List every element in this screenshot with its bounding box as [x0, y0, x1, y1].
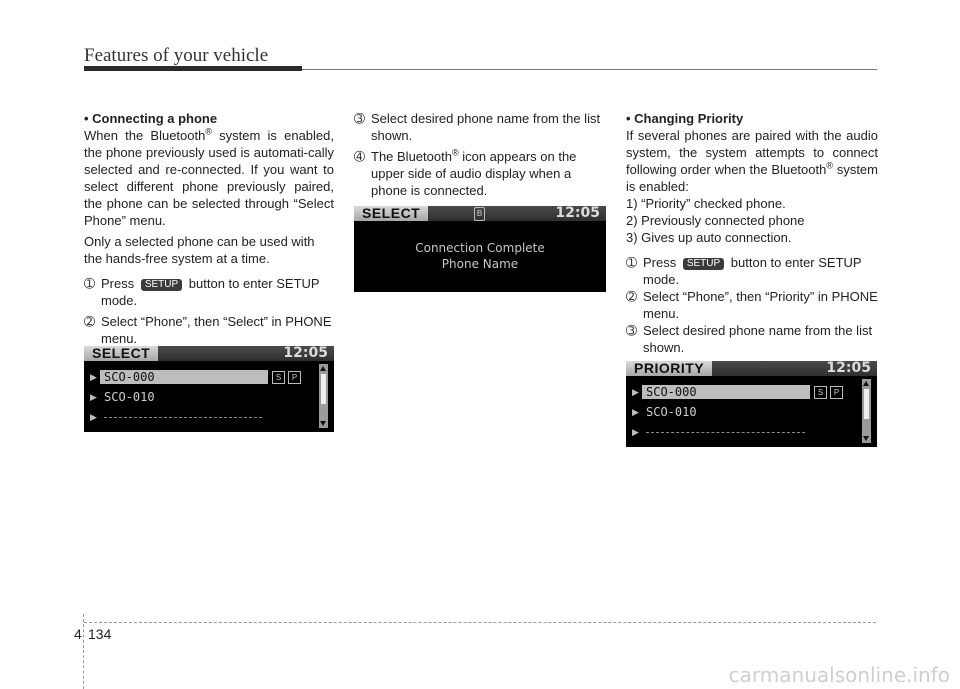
text-segment: system is enabled, the phone previously used is automati-cally selected and re-connected. If you want to select different phone previously paired, the phone can be selected through “Select Phone” menu. — [84, 128, 334, 228]
screen-clock: 12:05 — [826, 361, 871, 376]
step-number: ➂ — [626, 323, 637, 338]
text-segment: Select desired phone name from the list shown. — [371, 111, 601, 143]
scroll-down-icon — [320, 421, 326, 426]
step-2 — [626, 288, 878, 322]
step-number: ➁ — [626, 289, 637, 304]
scrollbar — [862, 379, 871, 443]
triangle-right-icon: ▶ — [90, 392, 97, 402]
triangle-right-icon: ▶ — [632, 427, 639, 437]
triangle-right-icon: ▶ — [90, 412, 97, 422]
text-segment: Press — [643, 255, 680, 270]
step-3 — [626, 322, 878, 356]
empty-slot-line — [646, 432, 805, 433]
step-number: ➁ — [84, 314, 95, 329]
phone-name: SCO-000 — [100, 370, 268, 384]
phone-list — [90, 368, 326, 428]
step-number: ➀ — [626, 255, 637, 270]
triangle-right-icon: ▶ — [90, 372, 97, 382]
step-1 — [84, 275, 334, 309]
screen-clock: 12:05 — [283, 346, 328, 361]
text-segment: icon appears on the upper side of audio display when a phone is connected. — [371, 149, 577, 198]
s-tag-icon: S — [814, 386, 827, 399]
text-segment: Select “Phone”, then “Select” in PHONE menu. — [101, 314, 332, 346]
section-heading-priority: • Changing Priority — [626, 111, 744, 126]
list-item-empty — [90, 408, 326, 428]
registered-mark: ® — [205, 126, 212, 137]
spacer — [84, 267, 334, 275]
header-rule-thick — [84, 66, 302, 71]
scroll-thumb — [864, 389, 869, 419]
text-segment: Select “Phone”, then “Priority” in PHONE menu. — [643, 289, 878, 321]
paragraph-connecting-intro — [84, 127, 334, 229]
p-tag-icon: P — [830, 386, 843, 399]
text-segment: If several phones are paired with the audio system, the system attempts to connect following order when the Bluetooth — [626, 128, 878, 177]
setup-button-badge: SETUP — [683, 258, 724, 270]
column-changing-priority — [626, 110, 878, 356]
empty-slot-line — [104, 417, 262, 418]
section-heading-connecting: • Connecting a phone — [84, 111, 218, 126]
scroll-up-icon — [863, 381, 869, 386]
scroll-up-icon — [320, 366, 326, 371]
text-segment: Press — [101, 276, 138, 291]
s-tag-icon: S — [272, 371, 285, 384]
step-4 — [354, 148, 606, 199]
header-rule-thin — [302, 69, 877, 70]
connection-message — [354, 240, 606, 272]
list-item — [632, 403, 869, 423]
list-item-empty — [632, 423, 869, 443]
registered-mark: ® — [451, 147, 459, 158]
column-connecting-phone — [84, 110, 334, 347]
step-number: ➀ — [84, 276, 95, 291]
step-number: ➂ — [354, 111, 365, 126]
priority-order-1: 1) “Priority” checked phone. — [626, 196, 786, 211]
triangle-right-icon: ▶ — [632, 407, 639, 417]
phone-name: SCO-010 — [646, 405, 697, 419]
priority-order-3: 3) Gives up auto connection. — [626, 230, 792, 245]
text-segment: The Bluetooth — [371, 149, 452, 164]
footer-divider — [83, 614, 84, 689]
list-item — [90, 368, 326, 388]
priority-screen — [626, 361, 877, 447]
triangle-right-icon: ▶ — [632, 387, 639, 397]
screen-title: SELECT — [84, 346, 158, 361]
text-segment: button to enter SETUP mode. — [643, 255, 862, 287]
select-phone-screen — [84, 346, 334, 432]
footer-rule — [84, 622, 876, 623]
phone-list — [632, 383, 869, 443]
registered-mark: ® — [826, 160, 833, 171]
text-segment: button to enter SETUP mode. — [101, 276, 320, 308]
text-segment: system is enabled: — [626, 162, 878, 194]
step-3 — [354, 110, 606, 144]
bluetooth-icon: B — [474, 207, 485, 221]
setup-button-badge: SETUP — [141, 279, 182, 291]
phone-name: SCO-010 — [104, 390, 155, 404]
step-1 — [626, 254, 878, 288]
connection-complete-screen — [354, 206, 606, 292]
screen-title: PRIORITY — [626, 361, 712, 376]
scroll-down-icon — [863, 436, 869, 441]
list-item — [90, 388, 326, 408]
screen-clock: 12:05 — [555, 206, 600, 221]
page-header-title: Features of your vehicle — [84, 45, 269, 66]
text-segment: When the Bluetooth — [84, 128, 206, 143]
scrollbar — [319, 364, 328, 428]
paragraph-priority-intro — [626, 127, 878, 195]
message-line-2: Phone Name — [441, 257, 519, 271]
scroll-thumb — [321, 374, 326, 404]
message-line-1: Connection Complete — [415, 241, 545, 255]
paragraph-one-phone: Only a selected phone can be used with the hands-free system at a time. — [84, 234, 315, 266]
screen-title: SELECT — [354, 206, 428, 221]
spacer — [626, 246, 878, 254]
step-2 — [84, 313, 334, 347]
chapter-number: 4 — [74, 626, 82, 642]
list-item — [632, 383, 869, 403]
watermark: carmanualsonline.info — [728, 663, 950, 687]
column-steps-continued — [354, 110, 606, 199]
p-tag-icon: P — [288, 371, 301, 384]
phone-name: SCO-000 — [642, 385, 810, 399]
step-number: ➃ — [354, 149, 365, 164]
text-segment: Select desired phone name from the list shown. — [643, 323, 873, 355]
priority-order-2: 2) Previously connected phone — [626, 213, 805, 228]
page-number: 134 — [88, 626, 112, 642]
